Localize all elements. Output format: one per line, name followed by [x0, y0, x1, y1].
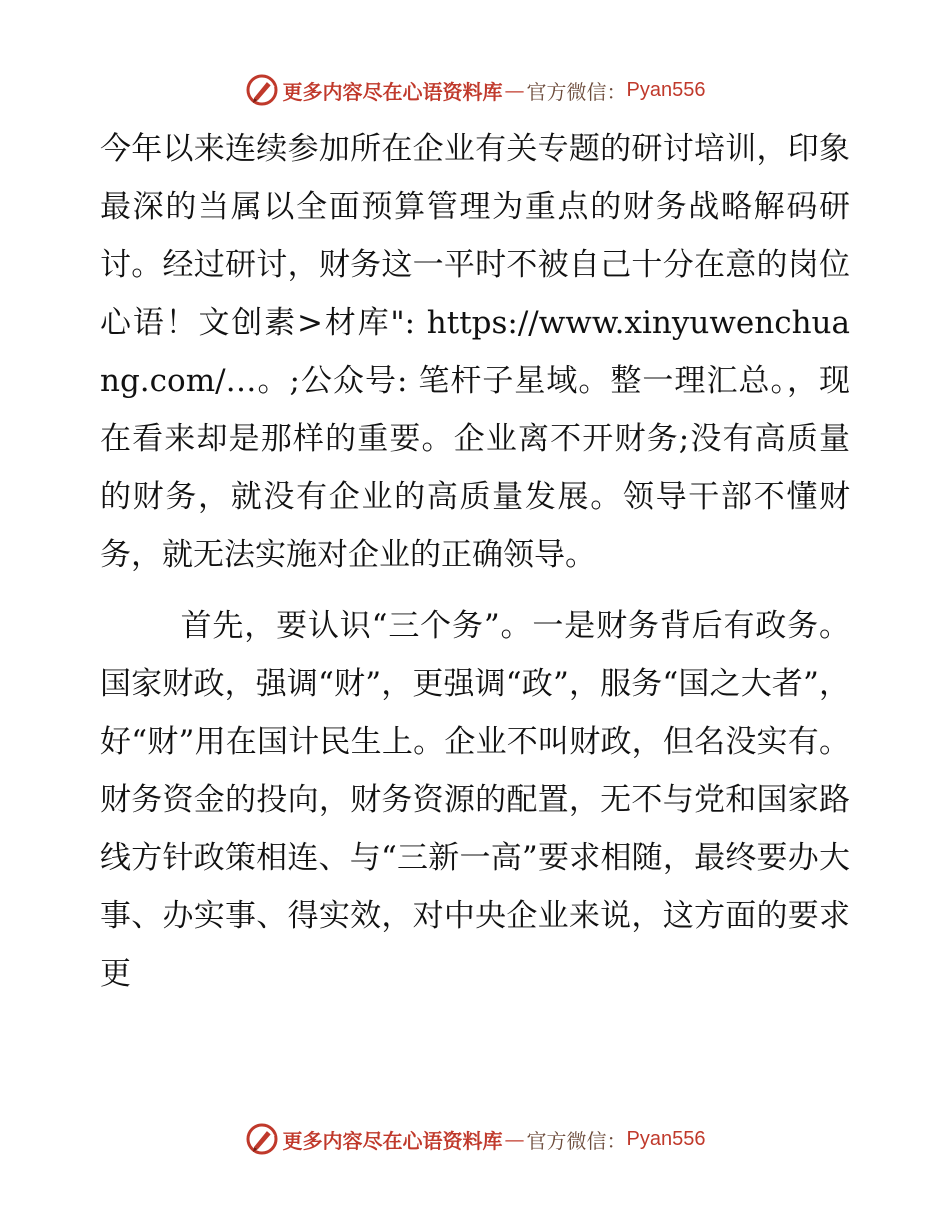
banner-wechat-label: 官方微信：: [526, 79, 627, 104]
quill-pen-logo-icon: [245, 1122, 279, 1156]
banner-wechat-id: Pyan556: [626, 78, 706, 101]
banner-wechat-label: 官方微信：: [526, 1128, 627, 1153]
banner-title: 更多内容尽在心语资料库: [282, 1128, 503, 1153]
banner-dash: —: [504, 1127, 525, 1151]
footer-banner: [0, 1119, 950, 1159]
banner-dash: —: [504, 78, 525, 102]
banner-wechat-id: Pyan556: [626, 1127, 706, 1150]
banner-title: 更多内容尽在心语资料库: [282, 79, 503, 104]
paragraph-1: 今年以来连续参加所在企业有关专题的研讨培训，印象最深的当属以全面预算管理为重点的财务战略解码研讨。经过研讨，财务这一平时不被自己十分在意的岗位心语！文创素>材库": https://www.xinyuwenchuang.com/…。;公众号: 笔杆子星域。整一理汇总。，现在看来却是那样的重要。企业离不开财务;没有高质量的财务，就没有企业的高质量发展。领导干部不懂财务，就无法实施对企业的正确领导。: [100, 131, 850, 573]
header-banner: [0, 70, 950, 110]
quill-pen-logo-icon: [245, 73, 279, 107]
paragraph-2: 首先，要认识“三个务”。一是财务背后有政务。国家财政，强调“财”，更强调“政”，服务“国之大者”，好“财”用在国计民生上。企业不叫财政，但名没实有。财务资金的投向，财务资源的配置，无不与党和国家路线方针政策相连、与“三新一高”要求相随，最终要办大事、办实事、得实效，对中央企业来说，这方面的要求更: [100, 608, 850, 992]
document-body: [100, 120, 850, 1003]
